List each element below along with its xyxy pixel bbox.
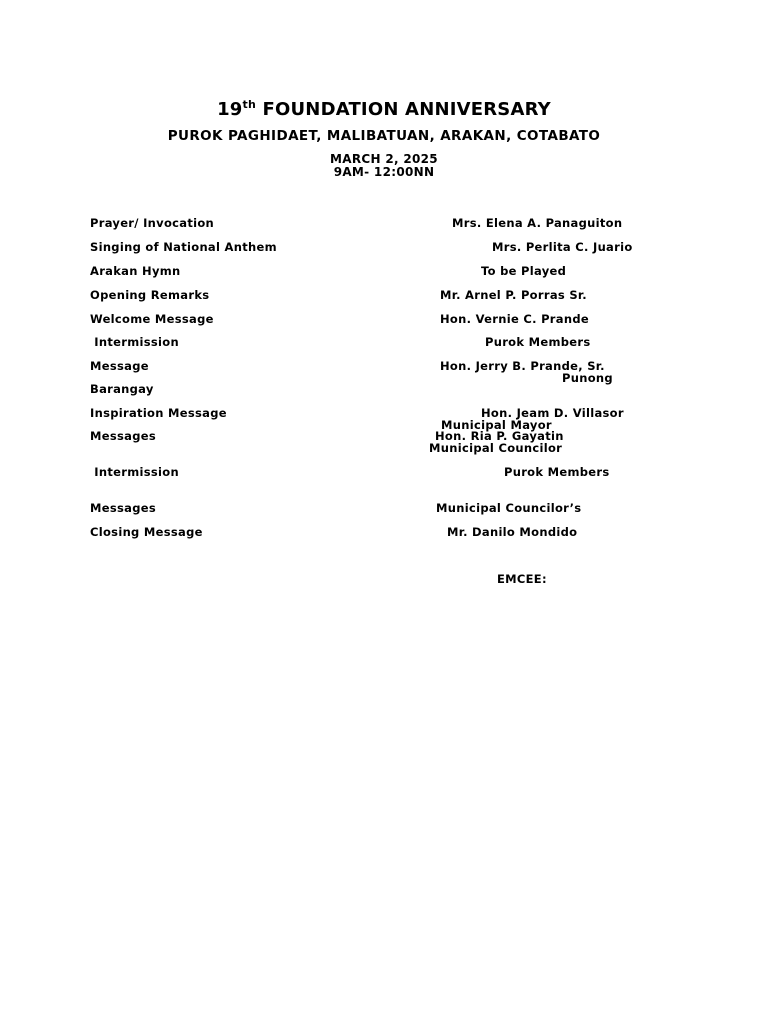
program-part: Arakan Hymn: [90, 264, 181, 278]
program-part: Messages: [90, 501, 156, 515]
program-person: Mr. Arnel P. Porras Sr.: [440, 288, 587, 302]
event-date: MARCH 2, 2025: [330, 152, 438, 166]
program-part: Messages: [90, 429, 156, 443]
program-person: Hon. Vernie C. Prande: [440, 312, 589, 326]
program-part: Message: [90, 359, 149, 373]
title-text: FOUNDATION ANNIVERSARY: [256, 99, 551, 120]
program-person: Hon. Ria P. Gayatin: [435, 429, 564, 443]
program-part: Opening Remarks: [90, 288, 210, 302]
program-person: Mr. Danilo Mondido: [447, 525, 578, 539]
title-number: 19: [217, 99, 243, 120]
program-part: Welcome Message: [90, 312, 214, 326]
program-person: To be Played: [481, 264, 567, 278]
title-ordinal-suffix: th: [242, 98, 257, 111]
emcee-label: EMCEE:: [497, 572, 547, 586]
program-part: Intermission: [90, 335, 179, 349]
program-part: Prayer/ Invocation: [90, 216, 215, 230]
event-time: 9AM- 12:00NN: [333, 165, 435, 179]
program-person: Purok Members: [504, 465, 610, 479]
program-person-title: Punong: [562, 371, 613, 385]
program-part: Intermission: [90, 465, 179, 479]
program-person: Mrs. Perlita C. Juario: [492, 240, 633, 254]
document-title: [0, 98, 768, 120]
program-part: Closing Message: [90, 525, 203, 539]
program-part-continuation: Barangay: [90, 382, 154, 396]
program-person-title: Municipal Councilor: [429, 441, 563, 455]
program-person: Hon. Jeam D. Villasor: [481, 406, 624, 420]
program-part: Singing of National Anthem: [90, 240, 277, 254]
program-person: Hon. Jerry B. Prande, Sr.: [440, 359, 605, 373]
program-part: Inspiration Message: [90, 406, 227, 420]
program-person-title: Municipal Mayor: [441, 418, 552, 432]
document-subtitle: PUROK PAGHIDAET, MALIBATUAN, ARAKAN, COTABATO: [167, 128, 601, 144]
program-person: Municipal Councilor’s: [436, 501, 582, 515]
program-person: Purok Members: [485, 335, 591, 349]
program-person: Mrs. Elena A. Panaguiton: [452, 216, 623, 230]
